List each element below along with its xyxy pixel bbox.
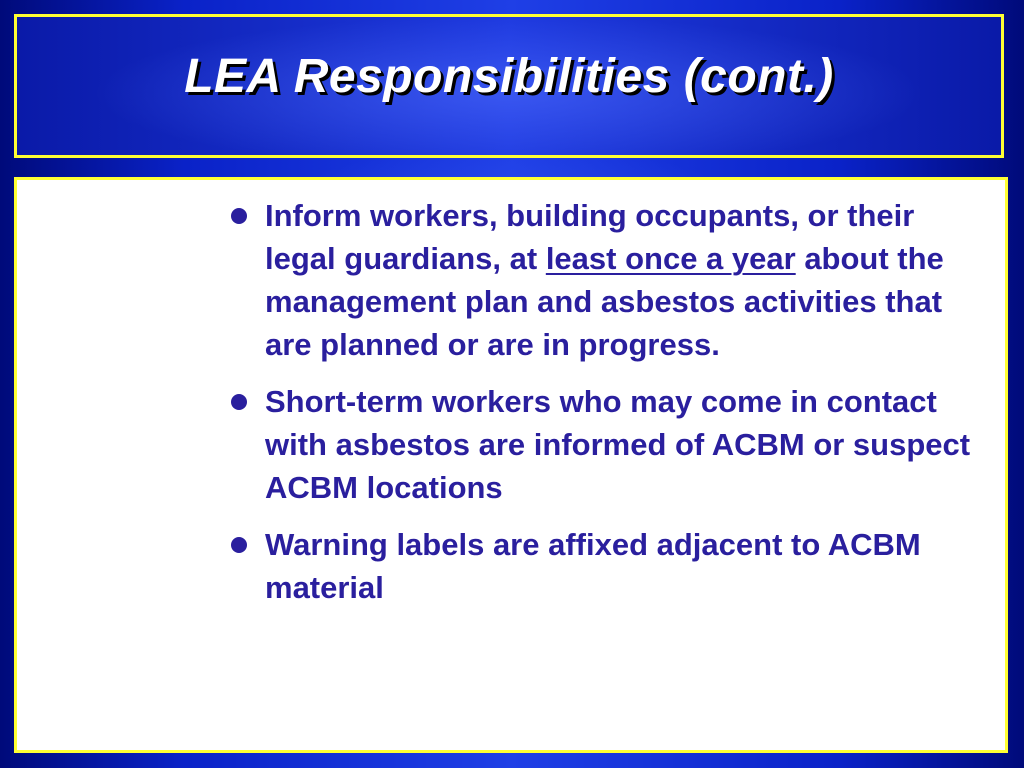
bullet-underlined-text: least once a year bbox=[545, 241, 796, 276]
bullet-item bbox=[231, 194, 971, 366]
title-box bbox=[14, 14, 1004, 158]
bullet-item bbox=[231, 380, 971, 509]
bullet-text: Warning labels are affixed adjacent to ACBM material bbox=[265, 527, 921, 605]
content-box bbox=[14, 177, 1008, 753]
bullet-icon bbox=[231, 537, 247, 553]
bullet-item bbox=[231, 523, 971, 609]
bullet-text-part: Inform workers, building occupants, or their legal guardians, at bbox=[265, 198, 915, 276]
bullet-icon bbox=[231, 394, 247, 410]
bullet-text-part: about the management plan and asbestos activities that are planned or are in progress. bbox=[265, 241, 944, 362]
bullet-list bbox=[231, 194, 971, 623]
bullet-text: Short-term workers who may come in contact with asbestos are informed of ACBM or suspect ACBM locations bbox=[265, 384, 971, 505]
slide-title: LEA Responsibilities (cont.) bbox=[184, 50, 834, 103]
bullet-icon bbox=[231, 208, 247, 224]
